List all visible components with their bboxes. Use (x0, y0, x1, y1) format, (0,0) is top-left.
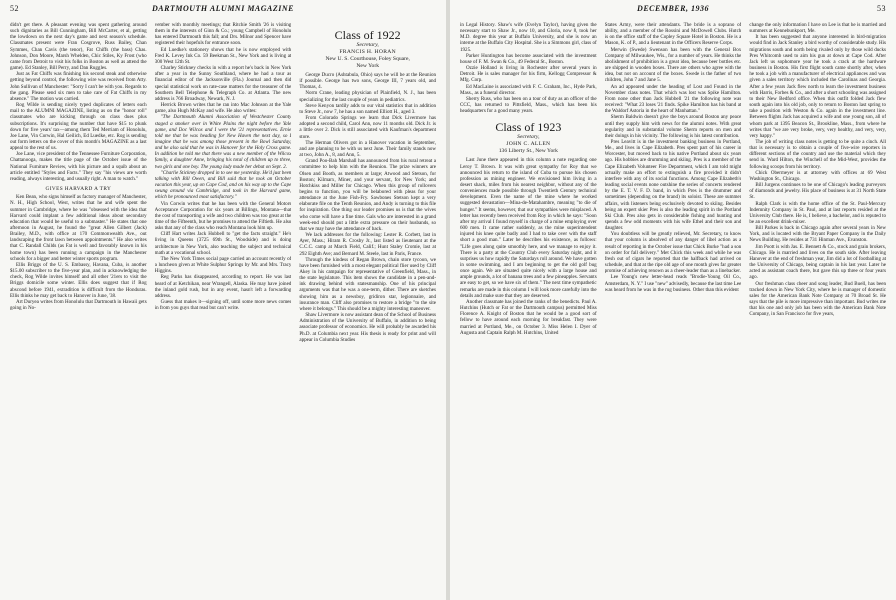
paragraph: Shaw Livermore is now assistant dean of the School of Business Administration of the University of Buffalo, in addition to being associate professor of economics. He will probably be awarded his Ph.D. at Columbia next year. His thesis is ready for print and will appear in Columbia Studies (299, 312, 437, 343)
paragraph: in Legal History. Shaw's wife (Evelyn Taylor), having given the necessary start to Shaw Jr., now 10, and Gloria, now 8, took her M.D. degree this year at Buffalo University, and she is now an interne at the Buffalo City Hospital. She is a Simmons girl, class of 1925. (460, 22, 597, 53)
class-section-header (460, 120, 597, 155)
paragraph: The Herman Olivers got in a Hanover vacation in September, and are planning to be with us next June. Their family stands now at two, John A., 8, and Ann, 5. (299, 139, 437, 159)
paragraph: change the only information I have on Lee is that he is married and summers at Kennebunkport, Me. (749, 22, 887, 35)
paragraph: Norm Crane, leading physician of Plainfield, N. J., has been specializing for the last couple of years in pediatrics. (299, 90, 437, 103)
secretary-label: Secretary, (356, 42, 379, 48)
paragraph: Parker Huntington has become associated with the investment house of F. M. Swan & Co., 49 Federal St., Boston. (460, 52, 597, 65)
secretary-name: FRANCIS H. HORAN (339, 49, 396, 55)
page-header (10, 4, 436, 18)
secretary-address: 136 Liberty St., New York (498, 148, 558, 155)
paragraph: Steve Kenyon tardily adds to our vital statistics that in addition to Steve Jr., now 7, he has a son named Elliott H., aged 3. (299, 102, 437, 115)
secretary-address: New York (356, 63, 380, 69)
paragraph: Cliff Hart writes Jack Hubbell to "get the facts straight." He's living in Queens (3725 69th St., Woodside) and is doing architecture in New York, also teaching the subject and technical math at a vocational school. (154, 231, 292, 256)
magazine-title: DARTMOUTH ALUMNI MAGAZINE (152, 4, 294, 13)
page-number: 53 (877, 4, 886, 13)
paragraph: Guess that makes it—signing off, until some more news comes in from you guys that read but can't write. (154, 299, 292, 312)
paragraph: Ellis Briggs of the U. S. Embassy, Havana, Cuba, is another $15.00 subscriber to the five-year plan, and in acknowledging the check, Rog Wilde invites himself and all other '21ers to visit the Briggs domicile some winter. Ellis does suggest that if Rog abscond before 1941, extradition is difficult from the Honduras. Ellis thinks he may get back to Hanover in June, '38. (10, 261, 147, 299)
paragraph: Ken Bean, who signs himself as factory manager of Manchester, N. H., High School, West, writes that he and wife spent the summer in Cambridge, where he was "obsessed with the idea that Harvard could implant a few additional ideas about secondary education that would be useful to a submaster." He states that one afternoon in August, he found the "great Allen Gilbert (Jack) Brailey, M.D., with office at 170 Commonwealth Ave., out landscaping the front lawn between appointments." He also writes that C. Randall Childs (as Fat is well and favorably known in his home town) has been running a campaign in the Manchester schools for a bigger and better winter sports program. (10, 194, 147, 262)
paragraph: Ralph Clark is with the home office of the St. Paul-Mercury Indemnity Company in St. Paul, and at last reports resided at the University Club there. He is, I believe, a bachelor, and is reputed to be an excellent drink-mixer. (749, 200, 887, 225)
paragraph: didn't get there. A pleasant evening was spent gathering around such dignitaries as Bill Cunningham, Bill McCarter, et al, getting the lowdown on the next day's game and next season's schedule. Classmates present were Fran Cosgrove, Russ Bailey, Chan Symmes, Chan Cavis (the tenor), Fat Chiffs (the bass) Chas. Johnson, Don Moore, Marsh Whelden, Chic Stiles, Ky Frost (who came from Detroit to visit his folks in Boston as well as attend the game). Ed Stanley, Bill Perry, and Dan Ruggles. (10, 22, 147, 72)
paragraph: Rog Wilde is sending nicely typed duplicates of letters each mail to the ALUMNI MAGAZINE, listing as on the "honor roll" classmates who are kicking through on class dues plus subscriptions. It's surprising the number that have $15 to plunk down for five years' tax—among them Ted Merriam of Honolulu, Joe Lane, Vin Corwin, Hal Geilich, Ed Luedke, etc. Rog is sending out form letters on the cover of this month's MAGAZINE as a last appeal to the rest of us. (10, 102, 147, 152)
quoted-letter: "The Dartmouth Alumni Association of Westchester County staged a smoker over in White Plains the night before the Yale game, and Doc Wilcox and I were the '21 representatives. Ernie told me that he was heading for New Haven the next day, so I imagine that he was among those present in the Bowl Saturday, and he also said that he was in Hanover for the Holy Cross game. In addition he told me that there was a new member of the Wilcox family, a daughter Anne, bringing his total of children up to three, two girls and one boy. The young lady made her debut on Sept. 2. (154, 114, 292, 170)
paragraph: Sherry Russ, who has been on a tour of duty as an officer of the CCC, has returned to Pittsfield, Mass., which has been his headquarters for a good many years. (460, 95, 597, 115)
secretary-name: JOHN C. ALLEN (506, 141, 551, 148)
paragraph: Joe Lane, vice president of the Tennessee Furniture Corporation, Chattanooga, makes the title page of the October issue of the National Furniture Review, with his picture and a squib about an article entitled "Styles and Facts." They say "his views are worth reading, always interesting, and usually right. A man to watch." (10, 151, 147, 182)
paragraph: Grand Poo-Bah Marshall has announced from his rural retreat a committee to help him with the Reunion. The prize winners are Olsen and Booth, as members at large; Atwood and Stetson, for Boston; Kilmarx, Miner, and your servant, for New York; and Hotchkiss and Miller for Chicago. When this group of rollovers begins to function, you will be belabored with pleas for your attendance at the June Fish-Fry. Sawbones Stetson kept a very elaborate file on the Tenth Reunion, and Andy is turning to this file for inspiration. One thing our leader promises us is that the wives who come will have a fine time. Gals who are interested in a grand week-end should put a little extra pressure on their husbands, so that we may have the attendance of back. (299, 158, 437, 232)
section-title: Class of 1923 (495, 120, 562, 135)
paragraph: It has been suggested that anyone interested in bird-migration would find in Jack Stanley a bird worthy of considerable study. His migrations south and north being rivaled only by those wild ducks Pres Whitcomb used to aim his gun at down at Cape Cod. After Jack left us sophomore year he took a crack at the hardware business in Boston. His first flight south came shortly after, when he took a job with a manufacturer of electrical appliances and was given a sales territory which included the Carolinas and Georgia. After a few years Jack flew north to learn the investment business with Harris, Forbes & Co., and after a short schooling was assigned to their New Bedford office. When this outfit folded Jack flew south again into his old job, only to return to Boston last spring to take a position with Weston & Co. again in the investment line. Between flights Jack has acquired a wife and one young son, all of whom park at 1395 Beacon St., Brookline, Mass., from where he writes that "we are very broke, very, very healthy, and very, very, very happy." (749, 34, 887, 139)
text-columns (10, 22, 436, 596)
column-2 (155, 22, 292, 596)
section-title: Class of 1922 (334, 28, 401, 42)
paragraph: Vin Corwin writes that he has been with the General Motors Acceptance Corporation for six years at Billings, Montana—that the cost of transporting a wife and two children was too great at the time of the Fifteenth, but he promises to attend the Fiftieth. He also asks that any of the class who reach Montana look him up. (154, 200, 292, 232)
paragraph: Art Duryea writes from Honolulu that Dartmouth in Hawaii gets going in No- (10, 298, 147, 312)
paragraph: Our freshman class cheer and song leader, Bud Buell, has been tracked down in New York City, where he is manager of domestic sales for the American Bank Note Company at 70 Broad St. He says that the pile is more impressive than important. Bud writes me that his one and only job has been with the American Bank Note Company, in San Francisco for five years, (749, 280, 887, 318)
secretary-label: Secretary, (517, 134, 540, 141)
paragraph: Chick Obermeyer is at attorney with offices at 69 West Washington St., Chicago. (749, 169, 887, 182)
paragraph: Last June there appeared in this column a note regarding one Leroy T. Brown. It was with great sympathy for Roy that we announced his return to the island of Cuba to pursue his chosen profession as mining engineer. We envisioned him living in a desert shack, miles from his nearest neighbor, without any of the conveniences made possible through Twentieth Century technical development. Even the name of the mine where he worked suggested devastation—Mina-de-Matahambre, meaning "to die of hunger." It seems, however, that our sympathies were misplaced. A letter has recently been received from Roy in which he says: "Soon after my arrival I found myself in charge of a mine employing over 600 men. It came rather suddenly, as the mine superintendent injured his knee quite badly and I had to take over with the staff short a good man." Later he describes his existence, as follows: "Life goes along quite smoothly here, and we manage to enjoy it. There is a party at the Country Club every Saturday night, and it surprises us how rapidly the Saturdays roll around. We have gotten in some swimming, and I am beginning to get the old golf bug once again. We are situated quite nicely with a large house and ample grounds, a lot of banana trees and a few pineapples. Servants are easy to get, so we have six of them." The next time sympathetic remarks are made in this column I will look more carefully into the details and make sure that they are deserved. (460, 157, 597, 299)
paragraph: Just as Fat Chiffs was finishing his second steak and otherwise getting beyond control, the following wire was received from Atty. John Sullivan of Manchester: "Sorry I can't be with you. Regards to the gang. Please send six men to take care of Fat Chiffs in my absence." The motion was carried. (10, 71, 147, 102)
page-header (460, 4, 886, 18)
text-columns (460, 22, 886, 596)
paragraph: Ed Luedke's stationery shows that he is now employed with Fred K. Levey Ink Co. 59 Beekman St., New York and is living at 300 West 12th St. (154, 46, 292, 65)
issue-date: DECEMBER, 1936 (637, 4, 709, 13)
paragraph: Lee Young's new letter-head reads "Brodie-Young Oil Co., Amsterdam, N. Y." I use "new" advisedly, because the last time Lee was heard from he was in the rug business. Other than this evident (604, 274, 742, 293)
secretary-address: New U. S. Courthouse, Foley Square, (325, 56, 410, 62)
paragraph: Sherm Baldwin doesn't give the boys around Boston any peace until they supply him with news for the alumni notes. With great regularity and in substantial volume Sherm reports on men and their doings in his vicinity. The following is his latest contribution. (604, 114, 742, 139)
paragraph: The New York Times social page carried an account recently of a luncheon given at White Sulphur Springs by Mr. and Mrs. Tracy Higgins. (154, 255, 292, 275)
quoted-letter: "Charlie Stickney dropped in to see me yesterday. He'd just been talking with Bill Owen, and Bill said that he took an October vacation this year, up on Cape Cod, and on his way up to the Cape swung around via Cambridge, and took in the Harvard game, which he pronounced most satisfactory." (154, 169, 292, 201)
paragraph: Charley Stickney checks in with a report he's back in New York after a year in the Sunny Southland, where he had a tour as financial editor of the Jacksonville (Fla.) Journal and then did special statistical work on rate-case matters for the treasurer of the Southern Bell Telephone & Telegraph Co. at Atlanta. The new address is 766 Broadway, Newark, N. J. (154, 65, 292, 102)
paragraph: Bill Jurgens continues to be one of Chicago's leading purveyors of diamonds and jewelry. His place of business is at 31 North State St. (749, 182, 887, 201)
subheading: GIVES HARVARD A TRY (45, 186, 112, 193)
column-5 (605, 22, 742, 596)
paragraph: Ozzie Holland is living in Rochester after several years in Detroit. He is sales manager for his firm, Kellogg Compressor & Mfg. Corp. (460, 65, 597, 84)
paragraph: States Army, were their attendants. The bride is a soprano of ability, and a member of the Rossini and McDowell Clubs. Hutch is on the office staff of the Copley Square Hotel in Boston. He is a Mason, K. of P., and a lieutenant in the Officers Reserve Corps. (604, 22, 742, 47)
paragraph: vember with monthly meetings; that Ritchie Smith '26 is visiting them in the interests of Ginn & Co.; young Campbell of Honolulu has entered Dartmouth this fall; and Drs. Milnor and Spencer have registered their hopefuls for entrance soon. (154, 22, 292, 47)
paragraph: The job of writing class notes is getting to be quite a cinch. All that is necessary is to obtain a couple of five-wire reporters in different sections of the country and use the material which they send in. Ward Hilton, the Winchell of the Mid-West, provides the following scoops from his territory. (749, 138, 887, 170)
paragraph: Ed MacLaine is associated with F. C. Graham, Inc., Hyde Park, Mass., as a funeral director. (460, 83, 597, 96)
paragraph: Through the kindess of Regan Brown, chain store tycoon, we have been furnished with a most elegant political flier used by Cliff Akey in his campaign for representative of Greenfield, Mass., in the state legislature. This item shows the candidate in a pen-and-ink drawing behind with statesmanship. One of his principal arguments was that he was a one-term, dither. There are sketches showing him as a newsboy, gridiron star, legionnaire, and insurance man. Cliff also promises to restore a bridge "to the site where it belongs." This should be a mighty interesting maneuver. (299, 256, 437, 312)
page-number: 52 (10, 4, 19, 13)
paragraph: Jim Poott is with Jas. E. Bennett & Co., stock and grain brokers, Chicago. He is married and lives on the south side. After leaving Hanover at the end of freshman year, Jim did a lot of footballing at the University of Chicago, being captain in his last year. Later he acted as assistant coach there, but gave this up three or four years ago. (749, 243, 887, 281)
column-3 (299, 22, 436, 596)
paragraph: George Ducro (Ashtabula, Ohio) says he will be at the Reunion if possible. George has two sons, George III, 7 years old, and Thomas, 4. (299, 72, 437, 91)
paragraph: Bill Parkes is back in Chicago again after several years in New York, and is located with the Bryant Paper Company in the Daily News Building. He resides at 731 Hinman Ave., Evanston. (749, 225, 887, 244)
paragraph: You doubtless will be greatly relieved, Mr. Secretary, to know that your column is absolved of any danger of libel action as a result of reporting in the October issue that Chick Burke "had a son on order for fall delivery." Met Chick this week and while he was fresh out of cigars he reported that the halfback had arrived on schedule, and that at the ripe old age of one month gives far greater promise of achieving renown as a cheer-leader than as a linebacker. (604, 231, 742, 275)
paragraph: Another classmate has joined the ranks of the benedicts. Paul A. Hutchins (Hutch or Fat or the Dartmouth campus) permitted Miss Florence A. Knight of Boston that he would be a good sort of fellow to have around each morning for breakfast. They were married at Portland, Me., on October 3. Miss Helen I. Dyer of Augusta and Captain Ralph M. Hutchins, United (460, 298, 597, 336)
column-6 (749, 22, 886, 596)
right-page (450, 0, 896, 600)
paragraph: From Colorado Springs we learn that Dick Livermore has adopted a second child, Carol Ann, now 11 months old. Dick Jr. is a little over 2. Dick is still associated with Kaufman's department store. (299, 115, 437, 140)
paragraph: Herrick Brown writes that he ran into Mac Johnson at the Yale game, also Hugh McKay and wife. He also writes: (154, 102, 292, 115)
paragraph: Reg Parks has disappeared, according to report. He was last heard of at Ketchikan, near Wrangell, Alaska. He may have joined the inland gold rush, but in any event, hasn't left a forwarding address. (154, 274, 292, 299)
paragraph: Pres Leavitt is in the investment banking business in Portland, Me., and lives in Cape Elizabeth. Pres spent part of his career in Worcester, but moved back to his native Portland about six years ago. His hobbies are drumming and skiing. Pres is a member of the Cape Elizabeth Volunteer Fire Department, which I am told might actually make an effort to extinguish a fire provided it didn't interfere with any of its social functions. Among Cape Elizabeth's leading social events none outshine the series of concerts rendered by the E. T. V. F. D. band, in which Pres is the drummer and sometimes (depending on the brand) its soloist. These are summer affairs, with listeners being exclusively devoted to skiing. Besides being an expert skier Pres is also the leading spirit in the Portland Ski Club. Pres also gets in considerable fishing and hunting and spends a few odd moments with his wife Ethel and their son and daughter. (604, 138, 742, 232)
column-4 (460, 22, 597, 596)
paragraph: An ad appeared under the heading of Lost and Found in the November class notes. That which was lost was Spike Hamilton. From none other than Jack Hubbell '21 the following note was received: "What 23 loses '21 finds. Spike Hamilton has his band at the Waldorf Astoria in the heart of Manhattan." (604, 83, 742, 115)
left-page (0, 0, 446, 600)
paragraph: We lack addresses for the following: Lester R. Corbett, last in Ayer, Mass.; Hiram R. Crosby Jr., last listed as lieutenant at the C.C.C. camp at March Field, Calif.; Hunt Staley Cromie, last at 292 Eighth Ave; and Bernard M. Steele, last in Paris, France. (299, 232, 437, 257)
paragraph: Merwin (Swede) Swenson has been with the General Box Company of Milwaukee, Wis., for a number of years. He thinks the abolishment of prohibition is a great idea, because beer bottles etc. are shipped in wooden boxes. There are others who agree with the idea, but not on account of the boxes. Swede is the father of two children, John 7 and Jane 5. (604, 46, 742, 84)
column-1 (10, 22, 147, 596)
class-section-header (299, 28, 436, 70)
